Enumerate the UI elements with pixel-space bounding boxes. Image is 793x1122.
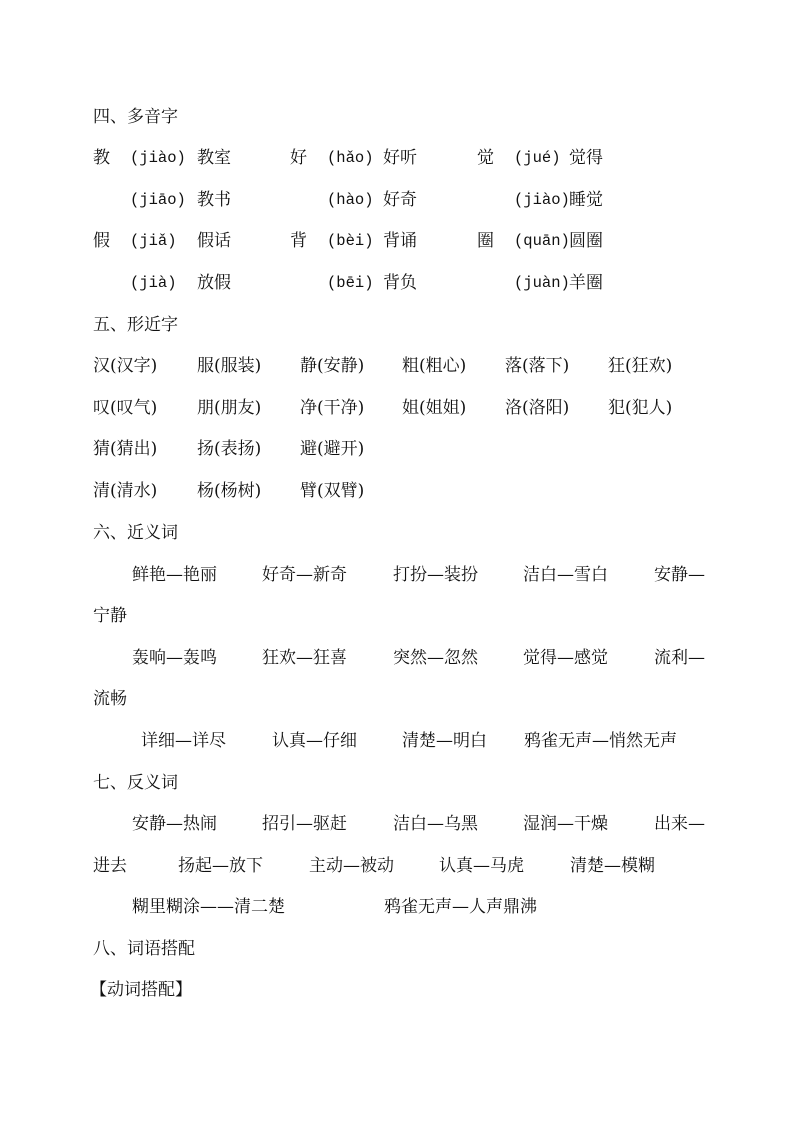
similar-char-item: 犯(犯人) [608, 398, 673, 418]
polyphone-char: 圈 [477, 231, 494, 251]
similar-char-item: 清(清水) [93, 481, 158, 501]
similar-char-item: 粗(粗心) [402, 356, 467, 376]
example-word: 教室 [197, 148, 231, 168]
synonym-pair: 认真—仔细 [272, 731, 357, 751]
pinyin: (quān) [514, 232, 570, 250]
pinyin: (hào) [327, 191, 374, 209]
antonym-pair: 鸦雀无声—人声鼎沸 [384, 897, 537, 917]
similar-char-item: 避(避开) [300, 439, 365, 459]
similar-char-item: 臂(双臂) [300, 481, 365, 501]
polyphone-char: 假 [93, 231, 110, 251]
example-word: 好奇 [383, 190, 417, 210]
antonym-pair: 湿润—干燥 [523, 814, 608, 834]
example-word: 觉得 [569, 148, 603, 168]
pinyin: (bēi) [327, 274, 374, 292]
similar-char-item: 杨(杨树) [197, 481, 262, 501]
antonym-pair: 糊里糊涂——清二楚 [132, 897, 285, 917]
similar-char-item: 狂(狂欢) [608, 356, 673, 376]
antonym-pair: 主动—被动 [309, 856, 394, 876]
section-title: 六、近义词 [93, 523, 178, 543]
synonym-pair: 狂欢—狂喜 [262, 648, 347, 668]
synonym-pair: 安静— [654, 565, 705, 585]
similar-char-item: 洛(洛阳) [505, 398, 570, 418]
example-word: 羊圈 [569, 273, 603, 293]
polyphone-char: 背 [290, 231, 307, 251]
pinyin: (jué) [514, 149, 561, 167]
pinyin: (jiāo) [130, 191, 186, 209]
section-title: 七、反义词 [93, 773, 178, 793]
polyphone-char: 觉 [477, 148, 494, 168]
antonym-pair: 安静—热闹 [132, 814, 217, 834]
example-word: 放假 [197, 273, 231, 293]
example-word: 背诵 [383, 231, 417, 251]
section-title: 四、多音字 [93, 107, 178, 127]
example-word: 假话 [197, 231, 231, 251]
similar-char-item: 静(安静) [300, 356, 365, 376]
section-title: 五、形近字 [93, 315, 178, 335]
synonym-pair: 好奇—新奇 [262, 565, 347, 585]
antonym-pair: 出来— [654, 814, 705, 834]
pinyin: (jiào) [130, 149, 186, 167]
synonym-pair: 打扮—装扮 [393, 565, 478, 585]
synonym-pair: 详细—详尽 [141, 731, 226, 751]
synonym-pair: 觉得—感觉 [523, 648, 608, 668]
similar-char-item: 姐(姐姐) [402, 398, 467, 418]
subsection-title: 【动词搭配】 [90, 980, 192, 1000]
synonym-pair: 清楚—明白 [402, 731, 487, 751]
synonym-pair: 突然—忽然 [393, 648, 478, 668]
polyphone-char: 教 [93, 148, 110, 168]
example-word: 好听 [383, 148, 417, 168]
synonym-pair: 流利— [654, 648, 705, 668]
synonym-pair: 鲜艳—艳丽 [132, 565, 217, 585]
example-word: 背负 [383, 273, 417, 293]
example-word: 教书 [197, 190, 231, 210]
antonym-pair: 认真—马虎 [439, 856, 524, 876]
section-title: 八、词语搭配 [93, 939, 195, 959]
similar-char-item: 叹(叹气) [93, 398, 158, 418]
polyphone-char: 好 [290, 148, 307, 168]
antonym-pair: 招引—驱赶 [262, 814, 347, 834]
similar-char-item: 朋(朋友) [197, 398, 262, 418]
synonym-pair: 鸦雀无声—悄然无声 [524, 731, 677, 751]
similar-char-item: 净(干净) [300, 398, 365, 418]
similar-char-item: 服(服装) [197, 356, 262, 376]
example-word: 圆圈 [569, 231, 603, 251]
pinyin: (hǎo) [327, 149, 374, 167]
pinyin: (bèi) [327, 232, 374, 250]
antonym-pair: 扬起—放下 [178, 856, 263, 876]
example-word: 睡觉 [569, 190, 603, 210]
similar-char-item: 扬(表扬) [197, 439, 262, 459]
similar-char-item: 落(落下) [505, 356, 570, 376]
similar-char-item: 汉(汉字) [93, 356, 158, 376]
pinyin: (jià) [130, 274, 177, 292]
antonym-pair-continuation: 进去 [93, 856, 127, 876]
pinyin: (jiǎ) [130, 232, 177, 250]
synonym-pair-continuation: 宁静 [93, 606, 127, 626]
synonym-pair: 洁白—雪白 [523, 565, 608, 585]
antonym-pair: 洁白—乌黑 [393, 814, 478, 834]
synonym-pair-continuation: 流畅 [93, 689, 127, 709]
pinyin: (jiào) [514, 191, 570, 209]
synonym-pair: 轰响—轰鸣 [132, 648, 217, 668]
similar-char-item: 猜(猜出) [93, 439, 158, 459]
antonym-pair: 清楚—模糊 [570, 856, 655, 876]
pinyin: (juàn) [514, 274, 570, 292]
